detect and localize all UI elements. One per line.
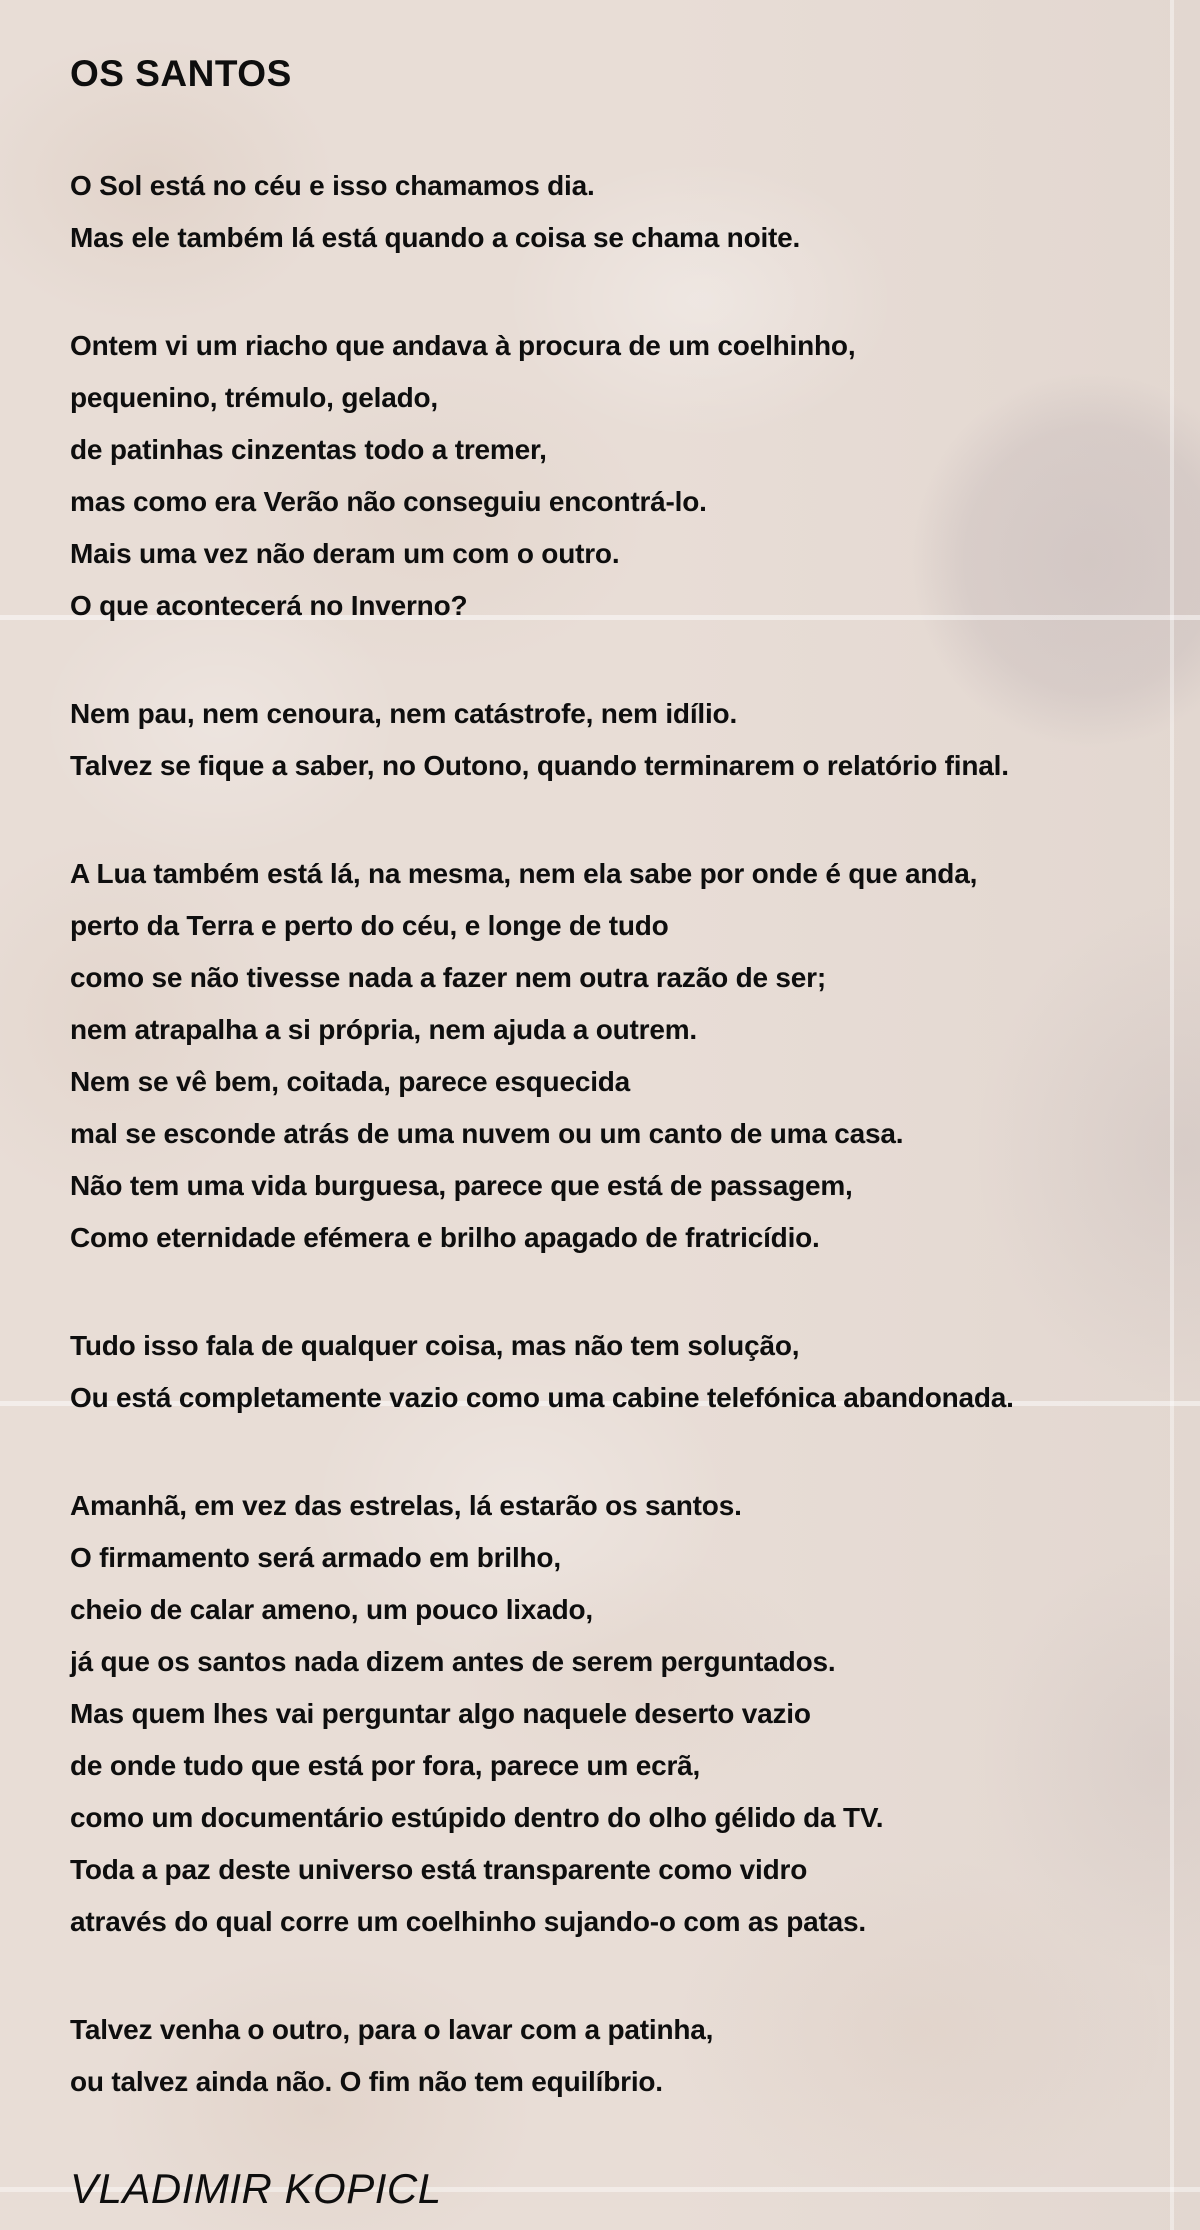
poem-line: A Lua também está lá, na mesma, nem ela sabe por onde é que anda,: [70, 858, 978, 889]
stanza-4: [70, 848, 1200, 1264]
stanza-2: [70, 320, 1200, 632]
poem-line: O que acontecerá no Inverno?: [70, 590, 468, 621]
stanza-5: [70, 1320, 1200, 1424]
poem-line: ou talvez ainda não. O fim não tem equilíbrio.: [70, 2066, 663, 2097]
poem-line: Talvez se fique a saber, no Outono, quando terminarem o relatório final.: [70, 750, 1009, 781]
poem-line: Tudo isso fala de qualquer coisa, mas não tem solução,: [70, 1330, 800, 1361]
poem-line: O firmamento será armado em brilho,: [70, 1542, 561, 1573]
poem-line: pequenino, trémulo, gelado,: [70, 382, 438, 413]
poem-line: Nem pau, nem cenoura, nem catástrofe, nem idílio.: [70, 698, 738, 729]
poem-line: Mas quem lhes vai perguntar algo naquele deserto vazio: [70, 1698, 811, 1729]
stanza-7: [70, 2004, 1200, 2108]
poem-line: de patinhas cinzentas todo a tremer,: [70, 434, 547, 465]
poem-line: Talvez venha o outro, para o lavar com a patinha,: [70, 2014, 714, 2045]
stanza-1: [70, 160, 1200, 264]
poem-line: Mais uma vez não deram um com o outro.: [70, 538, 620, 569]
poem-line: como se não tivesse nada a fazer nem outra razão de ser;: [70, 962, 826, 993]
poem-line: Mas ele também lá está quando a coisa se chama noite.: [70, 222, 801, 253]
poem-line: O Sol está no céu e isso chamamos dia.: [70, 170, 595, 201]
poem-line: Não tem uma vida burguesa, parece que está de passagem,: [70, 1170, 853, 1201]
poem-line: Amanhã, em vez das estrelas, lá estarão os santos.: [70, 1490, 742, 1521]
poem-line: Nem se vê bem, coitada, parece esquecida: [70, 1066, 631, 1097]
poem-line: através do qual corre um coelhinho sujando-o com as patas.: [70, 1906, 866, 1937]
poem-line: Ontem vi um riacho que andava à procura de um coelhinho,: [70, 330, 856, 361]
poem-line: Como eternidade efémera e brilho apagado de fratricídio.: [70, 1222, 820, 1253]
stanza-3: [70, 688, 1200, 792]
poem-line: mal se esconde atrás de uma nuvem ou um canto de uma casa.: [70, 1118, 904, 1149]
poem-line: Ou está completamente vazio como uma cabine telefónica abandonada.: [70, 1382, 1014, 1413]
poem-author: VLADIMIR KOPICL: [70, 2165, 442, 2212]
poem-line: Toda a paz deste universo está transparente como vidro: [70, 1854, 808, 1885]
poem-line: cheio de calar ameno, um pouco lixado,: [70, 1594, 593, 1625]
poem-line: como um documentário estúpido dentro do olho gélido da TV.: [70, 1802, 884, 1833]
poem-title: OS SANTOS: [70, 53, 292, 94]
poem-line: perto da Terra e perto do céu, e longe de tudo: [70, 910, 669, 941]
poem-line: nem atrapalha a si própria, nem ajuda a outrem.: [70, 1014, 698, 1045]
stanza-6: [70, 1480, 1200, 1948]
poem-line: mas como era Verão não conseguiu encontrá-lo.: [70, 486, 707, 517]
poem-line: já que os santos nada dizem antes de serem perguntados.: [70, 1646, 836, 1677]
poem-line: de onde tudo que está por fora, parece um ecrã,: [70, 1750, 701, 1781]
